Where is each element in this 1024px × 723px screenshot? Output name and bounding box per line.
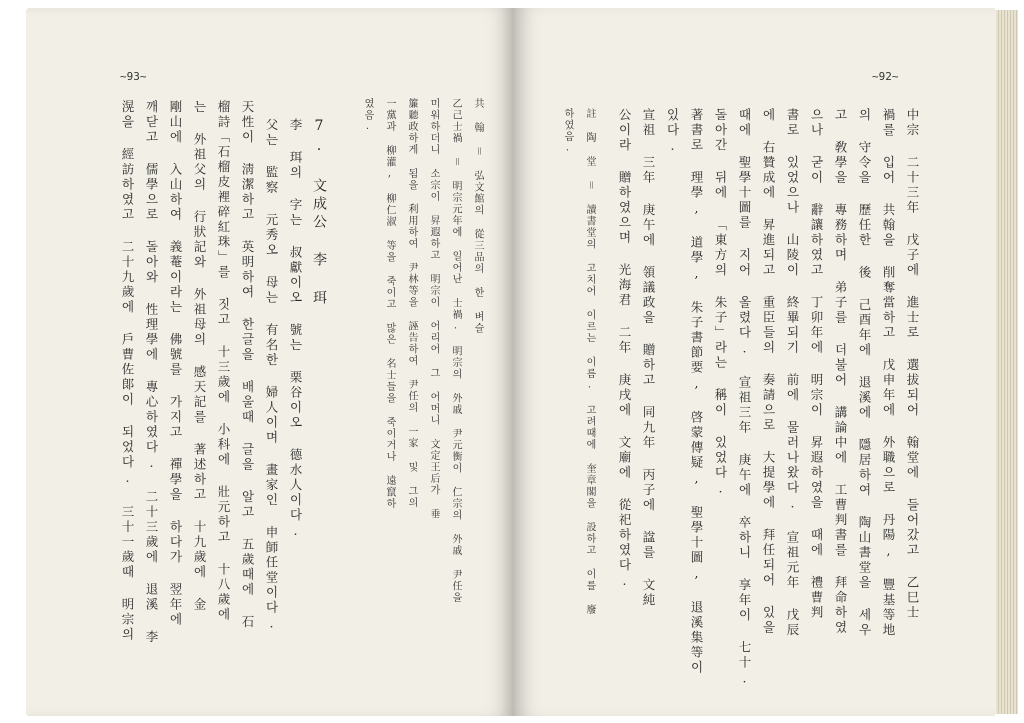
right-page-column: 著書로 理學, 道學, 朱子書節要, 啓蒙傳疑, 聖學十圖, 退溪集等이 bbox=[689, 108, 704, 676]
left-page-column: 7. 文成公 李 珥 bbox=[311, 118, 327, 308]
left-page-column: 는 外祖父의 行狀記와 外祖母의 感天記를 著述하고 十九歲에 金 bbox=[192, 100, 207, 613]
left-page-column: 共 翰 ＝ 弘文館의 從三品의 한 벼슬 bbox=[472, 98, 483, 334]
left-page-column: 天性이 淸潔하고 英明하여 한글을 배울때 글을 알고 五歲때에 石 bbox=[240, 100, 255, 630]
right-page-column: 돌아간 뒤에 「東方의 朱子」라는 稱이 있었다. bbox=[713, 108, 728, 498]
right-page-column: 公이라 贈하였으며 光海君 二年 庚戌에 文廟에 從祀하였다. bbox=[617, 108, 632, 591]
right-page-column: 禍를 입어 共翰을 削奪當하고 戊申年에 外職으로 丹陽, 豐基等地 bbox=[881, 108, 896, 638]
left-page-column: 滉을 經訪하였고 二十九歲에 戶曹佐郞이 되었다. 三十一歲때 明宗의 bbox=[120, 100, 135, 643]
right-page-column: 으나 굳이 辭讓하였고 丁卯年에 明宗이 昇遐하였을 때에 禮曹判 bbox=[809, 108, 824, 621]
right-page-column: 中宗 二十三年 戊子에 進士로 選拔되어 翰堂에 들어갔고 乙巳士 bbox=[905, 108, 920, 621]
left-page-number: ~93~ bbox=[120, 70, 147, 83]
left-page-column: 미워하더니 소宗이 昇遐하고 明宗이 어리어 그 어머니 文定王后가 垂 bbox=[428, 98, 439, 520]
right-page-column: 고 敎學을 專務하며 弟子를 더불어 講論中에 工曹判書를 拜命하였 bbox=[833, 108, 848, 636]
right-page-column: 書로 있었으나 山陵이 終畢되기 前에 물러나왔다. 宣祖元年 戊辰 bbox=[785, 108, 800, 638]
left-page-column: 였음. bbox=[362, 98, 373, 134]
left-page-column: 父는 監察 元秀오 母는 有名한 婦人이며 畫家인 申師任堂이다. bbox=[264, 118, 279, 633]
right-page-column: 에 右贊成에 昇進되고 重臣들의 奏請으로 大提學에 拜任되어 있을 bbox=[761, 108, 776, 636]
right-page-column: 註 陶 堂 ＝ 讀書堂의 고치어 이르는 이름. 고려때에 奎章閣을 設하고 이를 廢 bbox=[584, 108, 595, 616]
left-page-column: 榴詩「石榴皮裡碎紅珠」를 짓고 十三歲에 小科에 壯元하고 十八歲에 bbox=[216, 100, 231, 623]
right-page-column: 있다. bbox=[665, 108, 680, 156]
page-edges bbox=[996, 10, 1018, 714]
left-page-column: 乙己士禍 ＝ 明宗元年에 일어난 士禍. 明宗의 外戚 尹元衡이 仁宗의 外戚 尹任을 bbox=[450, 98, 461, 604]
right-page-number: ~92~ bbox=[872, 70, 899, 83]
right-page-column: 하였음. bbox=[562, 108, 573, 155]
left-page-column: 一黨과 柳灌, 柳仁淑 等을 죽이고 많은 名士들을 죽이거나 遠竄하 bbox=[384, 98, 395, 510]
left-page-column: 깨닫고 儒學으로 돌아와 性理學에 專心하였다. 二十三歲에 退溪 李 bbox=[144, 100, 159, 645]
right-page-column: 의 守令을 歷任한 後 己酉年에 退溪에 隱居하여 陶山書堂을 세우 bbox=[857, 108, 872, 638]
right-page-column: 宣祖 三年 庚午에 領議政을 贈하고 同九年 丙子에 諡를 文純 bbox=[641, 108, 656, 608]
left-page-column: 剛山에 入山하여 義菴이라는 佛號를 가지고 禪學을 하다가 翌年에 bbox=[168, 100, 183, 628]
left-page-column: 簾聽政하게 됨을 利用하여 尹林等을 誣告하여 尹任의 一家 및 그의 bbox=[406, 98, 417, 509]
right-page-column: 때에 聖學十圖를 지어 올렸다. 宣祖三年 庚午에 卒하니 享年이 七十. bbox=[737, 108, 752, 688]
left-page-column: 李 珥의 字는 叔獻이오 號는 栗谷이오 德水人이다. bbox=[288, 118, 303, 541]
